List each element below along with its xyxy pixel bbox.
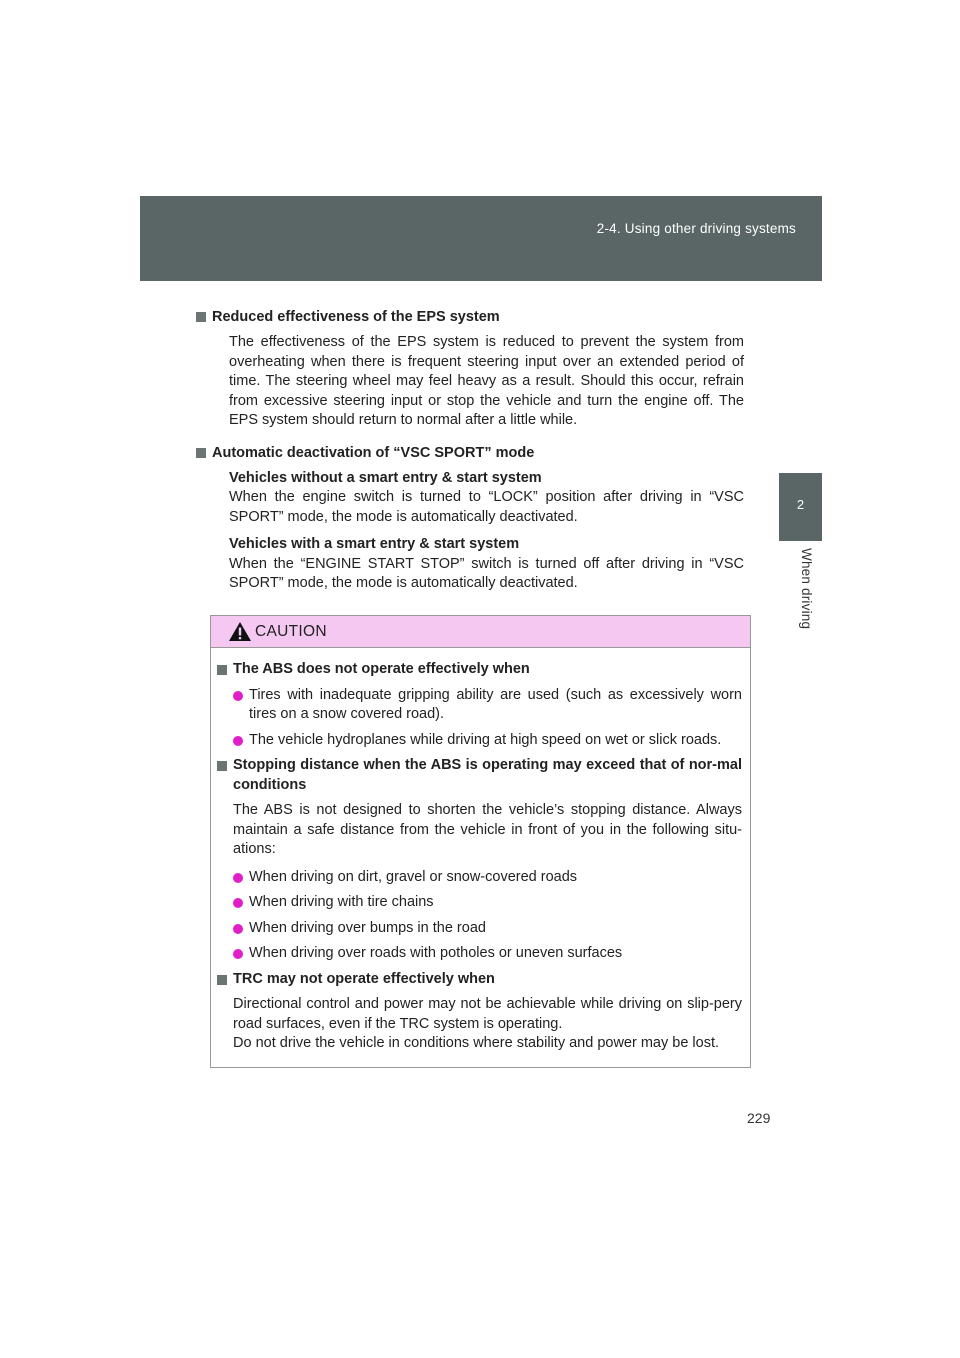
trc-heading: TRC may not operate effectively when <box>217 970 742 990</box>
round-bullet-icon <box>233 873 243 883</box>
square-bullet-icon <box>196 448 206 458</box>
square-bullet-icon <box>217 975 227 985</box>
round-bullet-icon <box>233 736 243 746</box>
list-item: When driving on dirt, gravel or snow-covered roads <box>217 868 742 888</box>
round-bullet-icon <box>233 691 243 701</box>
stopping-paragraph: The ABS is not designed to shorten the vehicle’s stopping distance. Always maintain a safe distance from the vehicle in front of you in the following situ-ations: <box>233 802 742 857</box>
vsc-sub2-title: Vehicles with a smart entry & start system <box>229 536 520 552</box>
vsc-sub1-text: When the engine switch is turned to “LOCK” position after driving in “VSC SPORT” mode, the mode is automatically deactivated. <box>229 489 744 525</box>
caution-header <box>211 616 750 648</box>
main-content <box>212 307 744 594</box>
square-bullet-icon <box>217 665 227 675</box>
trc-paragraph-2: Do not drive the vehicle in conditions where stability and power may be lost. <box>233 1035 720 1051</box>
section-title: 2-4. Using other driving systems <box>596 221 796 236</box>
vsc-sub1-title: Vehicles without a smart entry & start system <box>229 469 542 486</box>
caution-label: CAUTION <box>255 623 327 640</box>
section-heading-vsc: Automatic deactivation of “VSC SPORT” mode <box>196 443 728 463</box>
stopping-heading: Stopping distance when the ABS is operating may exceed that of nor-mal conditions <box>217 756 742 795</box>
warning-triangle-icon <box>228 621 252 642</box>
square-bullet-icon <box>196 312 206 322</box>
abs-heading: The ABS does not operate effectively when <box>217 660 742 680</box>
round-bullet-icon <box>233 949 243 959</box>
eps-paragraph: The effectiveness of the EPS system is reduced to prevent the system from overheating when there is frequent steering input over an extended period of time. The steering wheel may feel heavy as a result. Should this occur, refrain from excessive steering input or stop the vehicle and turn the engine off. The EPS system should return to normal after a little while. <box>229 334 744 428</box>
section-header-band <box>140 196 822 281</box>
list-item: When driving over roads with potholes or uneven surfaces <box>217 944 742 964</box>
list-item: The vehicle hydroplanes while driving at high speed on wet or slick roads. <box>217 731 742 751</box>
chapter-label: When driving <box>799 548 814 630</box>
vsc-sub2-text: When the “ENGINE START STOP” switch is turned off after driving in “VSC SPORT” mode, the mode is automatically deactivated. <box>229 555 744 591</box>
caution-box <box>210 615 751 1068</box>
list-item: When driving over bumps in the road <box>217 919 742 939</box>
page-number: 229 <box>747 1110 771 1126</box>
square-bullet-icon <box>217 761 227 771</box>
section-heading-eps: Reduced effectiveness of the EPS system <box>196 307 728 327</box>
trc-paragraph-1: Directional control and power may not be achievable while driving on slip-pery road surfaces, even if the TRC system is operating. <box>233 996 742 1032</box>
round-bullet-icon <box>233 924 243 934</box>
chapter-number: 2 <box>796 497 805 512</box>
round-bullet-icon <box>233 898 243 908</box>
chapter-tab <box>779 473 822 541</box>
list-item: Tires with inadequate gripping ability are used (such as excessively worn tires on a snow covered road). <box>217 686 742 725</box>
caution-body <box>211 648 750 1054</box>
list-item: When driving with tire chains <box>217 893 742 913</box>
